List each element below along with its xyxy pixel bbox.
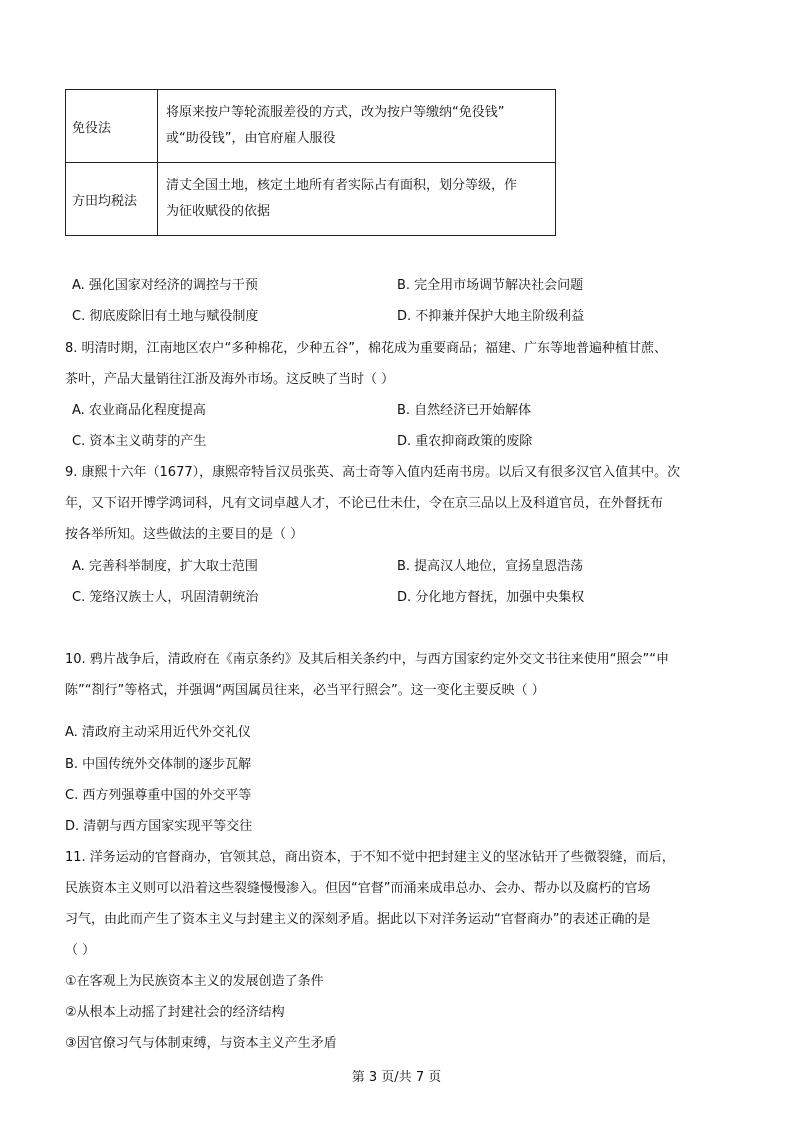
table-cell-desc [158,163,556,236]
page-footer: 第 3 页/共 7 页 [351,1070,442,1085]
q11-item: ③因官僚习气与体制束缚，与资本主义产生矛盾 [65,1036,337,1051]
reform-table [65,89,556,236]
q11-item: ②从根本上动摇了封建社会的经济结构 [65,1005,285,1020]
q10-option-b: B. 中国传统外交体制的逐步瓦解 [65,757,252,772]
q10-stem: 10. 鸦片战争后，清政府在《南京条约》及其后相关条约中，与西方国家约定外交文书往来使用“照会”“申 [65,652,670,667]
q11-stem: （ ） [65,943,96,958]
table-row [66,163,556,236]
q8-option-d: D. 重农抑商政策的废除 [397,434,533,449]
q11-item: ①在客观上为民族资本主义的发展创造了条件 [65,974,324,989]
table-cell-desc-line: 将原来按户等轮流服差役的方式，改为按户等缴纳“免役钱” [166,105,505,120]
table-cell-desc-line: 清丈全国土地，核定土地所有者实际占有面积，划分等级，作 [166,178,518,193]
q8-option-b: B. 自然经济已开始解体 [397,403,532,418]
table-cell-desc-line: 或“助役钱”，由官府雇人服役 [166,131,336,146]
q11-stem: 11. 洋务运动的官督商办，官领其总，商出资本，于不知不觉中把封建主义的坚冰钻开了些微裂缝，而后， [65,850,675,865]
q7-option-d: D. 不抑兼并保护大地主阶级利益 [397,309,585,324]
q8-stem: 8. 明清时期，江南地区农户“多种棉花，少种五谷”，棉花成为重要商品；福建、广东等地普遍种植甘蔗、 [65,341,668,356]
q11-stem: 习气，由此而产生了资本主义与封建主义的深刻矛盾。据此以下对洋务运动“官督商办”的表述正确的是 [65,912,651,927]
table-cell-name: 免役法 [66,90,158,163]
q7-option-c: C. 彻底废除旧有土地与赋役制度 [72,309,259,324]
q7-option-a: A. 强化国家对经济的调控与干预 [72,278,258,293]
q10-stem: 陈”“剳行”等格式，并强调“两国属员往来，必当平行照会”。这一变化主要反映（ ） [65,683,545,698]
table-cell-desc-line: 为征收赋役的依据 [166,204,271,219]
q8-option-c: C. 资本主义萌芽的产生 [72,434,207,449]
table-row [66,90,556,163]
q10-option-a: A. 清政府主动采用近代外交礼仪 [65,725,251,740]
q8-option-a: A. 农业商品化程度提高 [72,403,206,418]
q7-option-b: B. 完全用市场调节解决社会问题 [397,278,584,293]
q11-stem: 民族资本主义则可以沿着这些裂缝慢慢渗入。但因“官督”而涌来成串总办、会办、帮办以及腐朽的官场 [65,881,651,896]
q9-option-b: B. 提高汉人地位，宣扬皇恩浩荡 [397,559,584,574]
q9-option-c: C. 笼络汉族士人，巩固清朝统治 [72,590,259,605]
q9-stem: 9. 康熙十六年（1677），康熙帝特旨汉员张英、高士奇等入值内廷南书房。以后又有很多汉官入值其中。次 [65,465,681,480]
table-cell-name: 方田均税法 [66,163,158,236]
table-cell-desc [158,90,556,163]
q10-option-d: D. 清朝与西方国家实现平等交往 [65,819,253,834]
q9-stem: 年，又下诏开博学鸿词科，凡有文词卓越人才，不论已仕未仕，令在京三品以上及科道官员，在外督抚布 [65,496,664,511]
q9-option-d: D. 分化地方督抚，加强中央集权 [397,590,585,605]
q8-stem: 茶叶，产品大量销往江浙及海外市场。这反映了当时（ ） [65,372,395,387]
q9-option-a: A. 完善科举制度，扩大取士范围 [72,559,258,574]
q10-option-c: C. 西方列强尊重中国的外交平等 [65,788,252,803]
q9-stem: 按各举所知。这些做法的主要目的是（ ） [65,527,304,542]
